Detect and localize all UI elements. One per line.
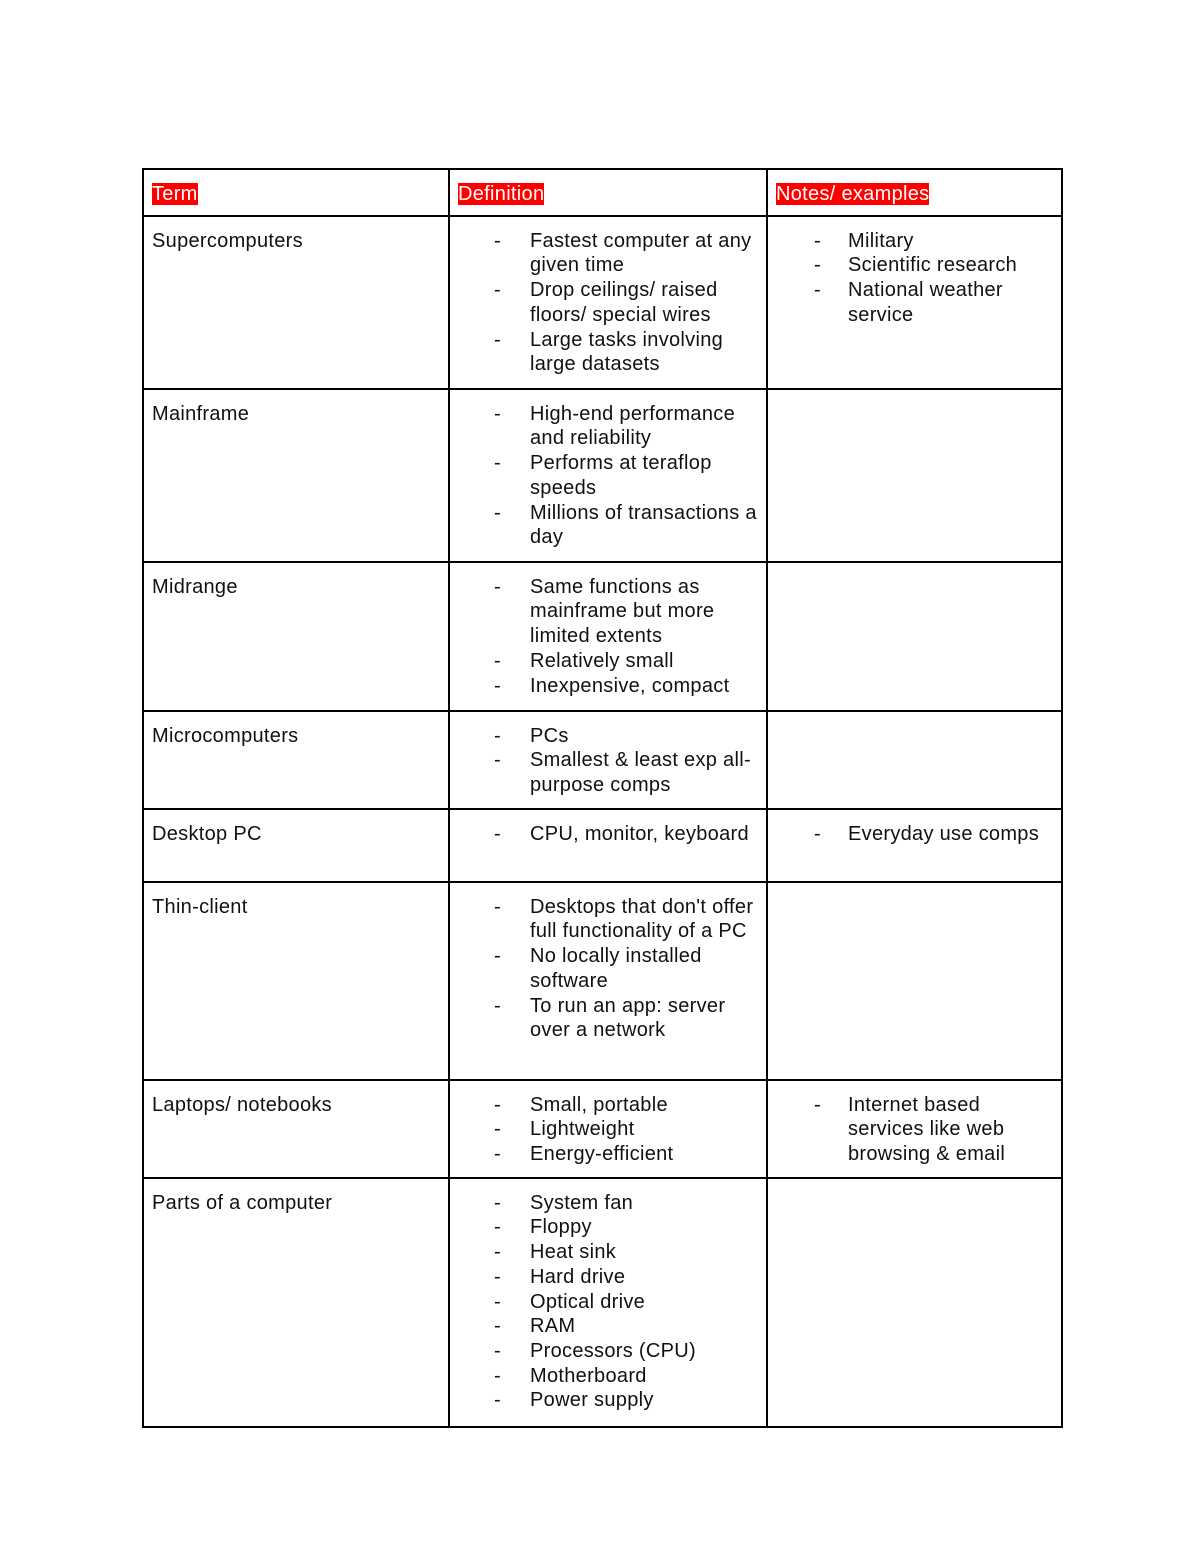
definition-list [458,1191,758,1413]
header-definition-label: Definition [458,183,545,205]
notes-cell [767,562,1062,711]
header-notes-label: Notes/ examples [776,183,930,205]
definition-item: - CPU, monitor, keyboard [458,822,758,847]
definition-list [458,229,758,377]
notes-cell [767,389,1062,562]
table-row [143,882,1062,1080]
notes-item: - Everyday use comps [776,822,1053,847]
term-cell [143,882,449,1080]
term-cell [143,1080,449,1178]
notes-cell [767,1178,1062,1427]
definition-item: - No locally installed software [458,944,758,993]
terms-table [142,168,1063,1428]
definition-cell [449,1080,767,1178]
notes-item: - Scientific research [776,253,1053,278]
table-row [143,216,1062,389]
definition-item: - PCs [458,724,758,749]
header-cell-notes [767,169,1062,216]
notes-cell [767,216,1062,389]
term-cell [143,809,449,882]
definition-list [458,575,758,699]
table-row [143,1080,1062,1178]
definition-item: - Inexpensive, compact [458,674,758,699]
notes-list [776,229,1053,328]
term-text: Desktop PC [152,822,262,845]
term-cell [143,389,449,562]
table-row [143,1178,1062,1427]
definition-item: - To run an app: server over a network [458,994,758,1043]
definition-item: - Motherboard [458,1364,758,1389]
table-row [143,389,1062,562]
definition-list [458,822,758,847]
definition-item: - Small, portable [458,1093,758,1118]
term-text: Parts of a computer [152,1191,333,1214]
definition-list [458,402,758,550]
term-text: Microcomputers [152,724,299,747]
notes-list [776,1093,1053,1167]
term-text: Supercomputers [152,229,303,252]
definition-item: - Performs at teraflop speeds [458,451,758,500]
definition-item: - Hard drive [458,1265,758,1290]
notes-cell [767,809,1062,882]
definition-item: - Smallest & least exp all-purpose comps [458,748,758,797]
definition-item: - System fan [458,1191,758,1216]
term-cell [143,562,449,711]
notes-list [776,822,1053,847]
notes-cell [767,882,1062,1080]
definition-cell [449,389,767,562]
term-cell [143,711,449,809]
header-cell-definition [449,169,767,216]
definition-cell [449,562,767,711]
definition-list [458,724,758,798]
term-text: Mainframe [152,402,250,425]
definition-list [458,895,758,1043]
definition-item: - Desktops that don't offer full functionality of a PC [458,895,758,944]
term-text: Laptops/ notebooks [152,1093,332,1116]
definition-item: - Millions of transactions a day [458,501,758,550]
definition-cell [449,711,767,809]
definition-item: - Energy-efficient [458,1142,758,1167]
definition-item: - Optical drive [458,1290,758,1315]
term-cell [143,216,449,389]
definition-item: - Large tasks involving large datasets [458,328,758,377]
table-row [143,562,1062,711]
notes-item: - Internet based services like web browsing & email [776,1093,1053,1167]
term-cell [143,1178,449,1427]
table-row [143,809,1062,882]
definition-item: - Lightweight [458,1117,758,1142]
definition-item: - RAM [458,1314,758,1339]
table-body [143,169,1062,1427]
term-text: Midrange [152,575,238,598]
definition-list [458,1093,758,1167]
definition-item: - High-end performance and reliability [458,402,758,451]
notes-item: - Military [776,229,1053,254]
table-row [143,711,1062,809]
definition-item: - Drop ceilings/ raised floors/ special wires [458,278,758,327]
definition-item: - Floppy [458,1215,758,1240]
definition-cell [449,882,767,1080]
term-text: Thin-client [152,895,248,918]
header-cell-term [143,169,449,216]
table-header-row [143,169,1062,216]
definition-cell [449,809,767,882]
definition-cell [449,216,767,389]
notes-cell [767,1080,1062,1178]
definition-item: - Processors (CPU) [458,1339,758,1364]
notes-item: - National weather service [776,278,1053,327]
definition-item: - Relatively small [458,649,758,674]
definition-item: - Fastest computer at any given time [458,229,758,278]
definition-item: - Heat sink [458,1240,758,1265]
definition-item: - Same functions as mainframe but more limited extents [458,575,758,649]
header-term-label: Term [152,183,198,205]
notes-cell [767,711,1062,809]
definition-cell [449,1178,767,1427]
definition-item: - Power supply [458,1388,758,1413]
